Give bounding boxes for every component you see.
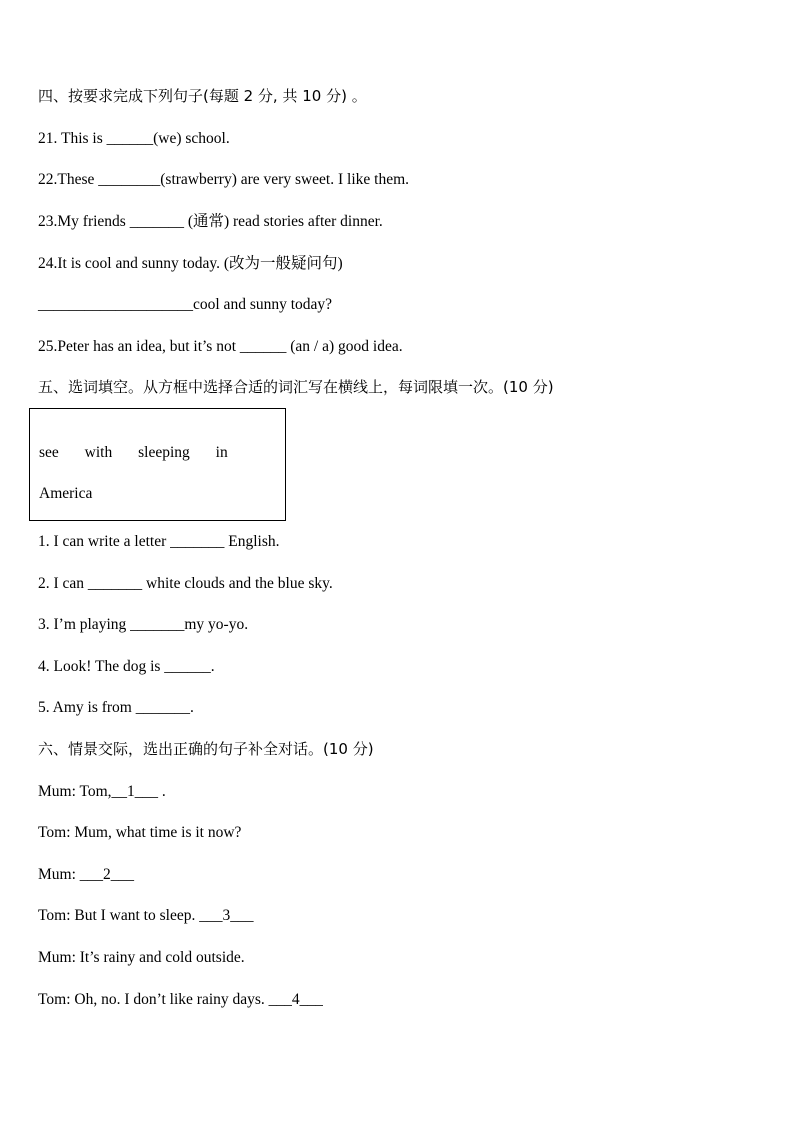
fill-item-1: 1. I can write a letter _______ English. xyxy=(38,533,280,550)
word-box-word: with xyxy=(84,444,113,461)
section-6-heading: 六、情景交际，选出正确的句子补全对话。(10 分) xyxy=(38,740,374,758)
section-5-heading: 五、选词填空。从方框中选择合适的词汇写在横线上，每词限填一次。(10 分) xyxy=(38,378,554,396)
word-box-word: in xyxy=(215,444,228,461)
section-4-heading: 四、按要求完成下列句子(每题 2 分, 共 10 分) 。 xyxy=(38,87,367,105)
word-box xyxy=(29,408,286,521)
dialogue-line-3: Mum: ___2___ xyxy=(38,866,135,883)
question-22: 22.These ________(strawberry) are very sweet. I like them. xyxy=(38,171,410,188)
fill-item-4: 4. Look! The dog is ______. xyxy=(38,658,215,675)
fill-item-2: 2. I can _______ white clouds and the blue sky. xyxy=(38,575,333,592)
question-23: 23.My friends _______ (通常) read stories after dinner. xyxy=(38,213,383,230)
fill-item-3: 3. I’m playing _______my yo-yo. xyxy=(38,616,249,633)
question-24: 24.It is cool and sunny today. (改为一般疑问句) xyxy=(38,255,343,272)
dialogue-line-4: Tom: But I want to sleep. ___3___ xyxy=(38,907,254,924)
question-24-answer-line: ____________________cool and sunny today? xyxy=(38,296,333,313)
question-21: 21. This is ______(we) school. xyxy=(38,130,230,147)
dialogue-line-1: Mum: Tom,__1___ . xyxy=(38,783,166,800)
question-25: 25.Peter has an idea, but it’s not ______ (an / a) good idea. xyxy=(38,338,403,355)
dialogue-line-2: Tom: Mum, what time is it now? xyxy=(38,824,242,841)
dialogue-line-6: Tom: Oh, no. I don’t like rainy days. ___4___ xyxy=(38,991,323,1008)
word-box-row-1 xyxy=(39,443,228,463)
word-box-word: America xyxy=(39,485,93,502)
word-box-word: see xyxy=(39,444,59,461)
dialogue-line-5: Mum: It’s rainy and cold outside. xyxy=(38,949,245,966)
word-box-word: sleeping xyxy=(138,444,190,461)
fill-item-5: 5. Amy is from _______. xyxy=(38,699,194,716)
